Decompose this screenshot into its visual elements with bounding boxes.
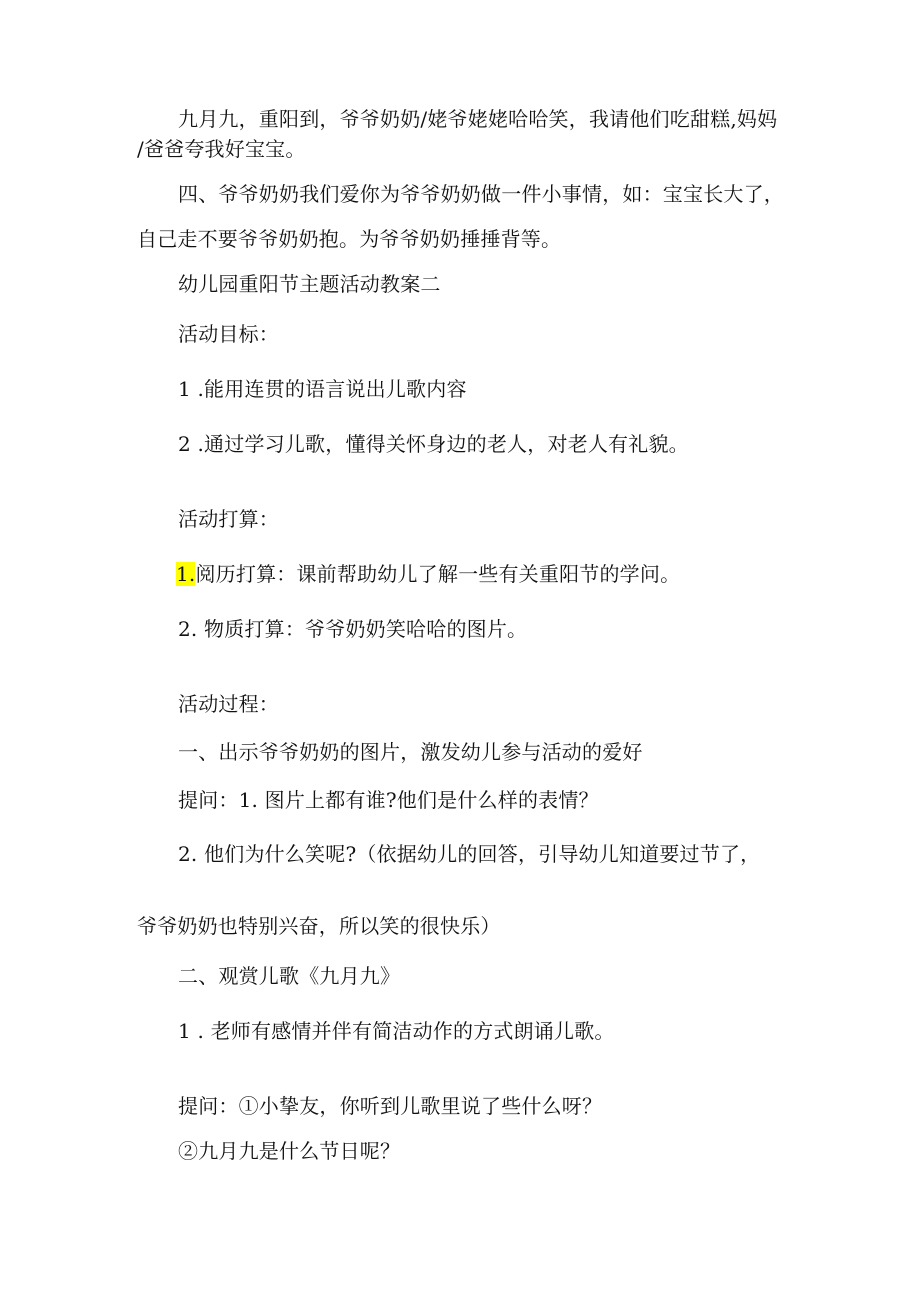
paragraph-line: /爸爸夸我好宝宝。	[137, 137, 306, 161]
paragraph-line: 2. 他们为什么笑呢?（依据幼儿的回答，引导幼儿知道要过节了，	[178, 842, 761, 866]
list-item-text: 阅历打算：课前帮助幼儿了解一些有关重阳节的学问。	[195, 562, 681, 586]
paragraph-line: 九月九，重阳到，爷爷奶奶/姥爷姥姥哈哈笑，我请他们吃甜糕,妈妈	[178, 107, 778, 131]
paragraph-line: 爷爷奶奶也特别兴奋，所以笑的很快乐）	[137, 914, 501, 938]
section-heading: 二、观赏儿歌《九月九》	[178, 964, 401, 988]
list-item: 2. 物质打算：爷爷奶奶笑哈哈的图片。	[178, 617, 528, 641]
highlighted-number: 1.	[176, 562, 196, 586]
paragraph-line: 提问：①小挚友，你听到儿歌里说了些什么呀？	[178, 1094, 603, 1118]
section-heading: 幼儿园重阳节主题活动教案二	[178, 272, 441, 296]
paragraph-line: 一、出示爷爷奶奶的图片，激发幼儿参与活动的爱好	[178, 740, 643, 764]
paragraph-line: 提问：1. 图片上都有谁?他们是什么样的表情？	[178, 788, 599, 812]
paragraph-line: 自己走不要爷爷奶奶抱。为爷爷奶奶捶捶背等。	[137, 227, 562, 251]
list-item: 2 .通过学习儿歌，懂得关怀身边的老人，对老人有礼貌。	[178, 432, 689, 456]
paragraph-line: ②九月九是什么节日呢？	[178, 1139, 401, 1163]
list-item	[176, 560, 680, 588]
section-heading: 活动打算：	[178, 507, 279, 531]
list-item: 1 .能用连贯的语言说出儿歌内容	[178, 377, 467, 401]
section-heading: 活动过程：	[178, 692, 279, 716]
paragraph-line: 四、爷爷奶奶我们爱你为爷爷奶奶做一件小事情，如：宝宝长大了，	[178, 182, 784, 206]
list-item: 1 . 老师有感情并伴有简洁动作的方式朗诵儿歌。	[178, 1019, 615, 1043]
section-heading: 活动目标：	[178, 322, 279, 346]
